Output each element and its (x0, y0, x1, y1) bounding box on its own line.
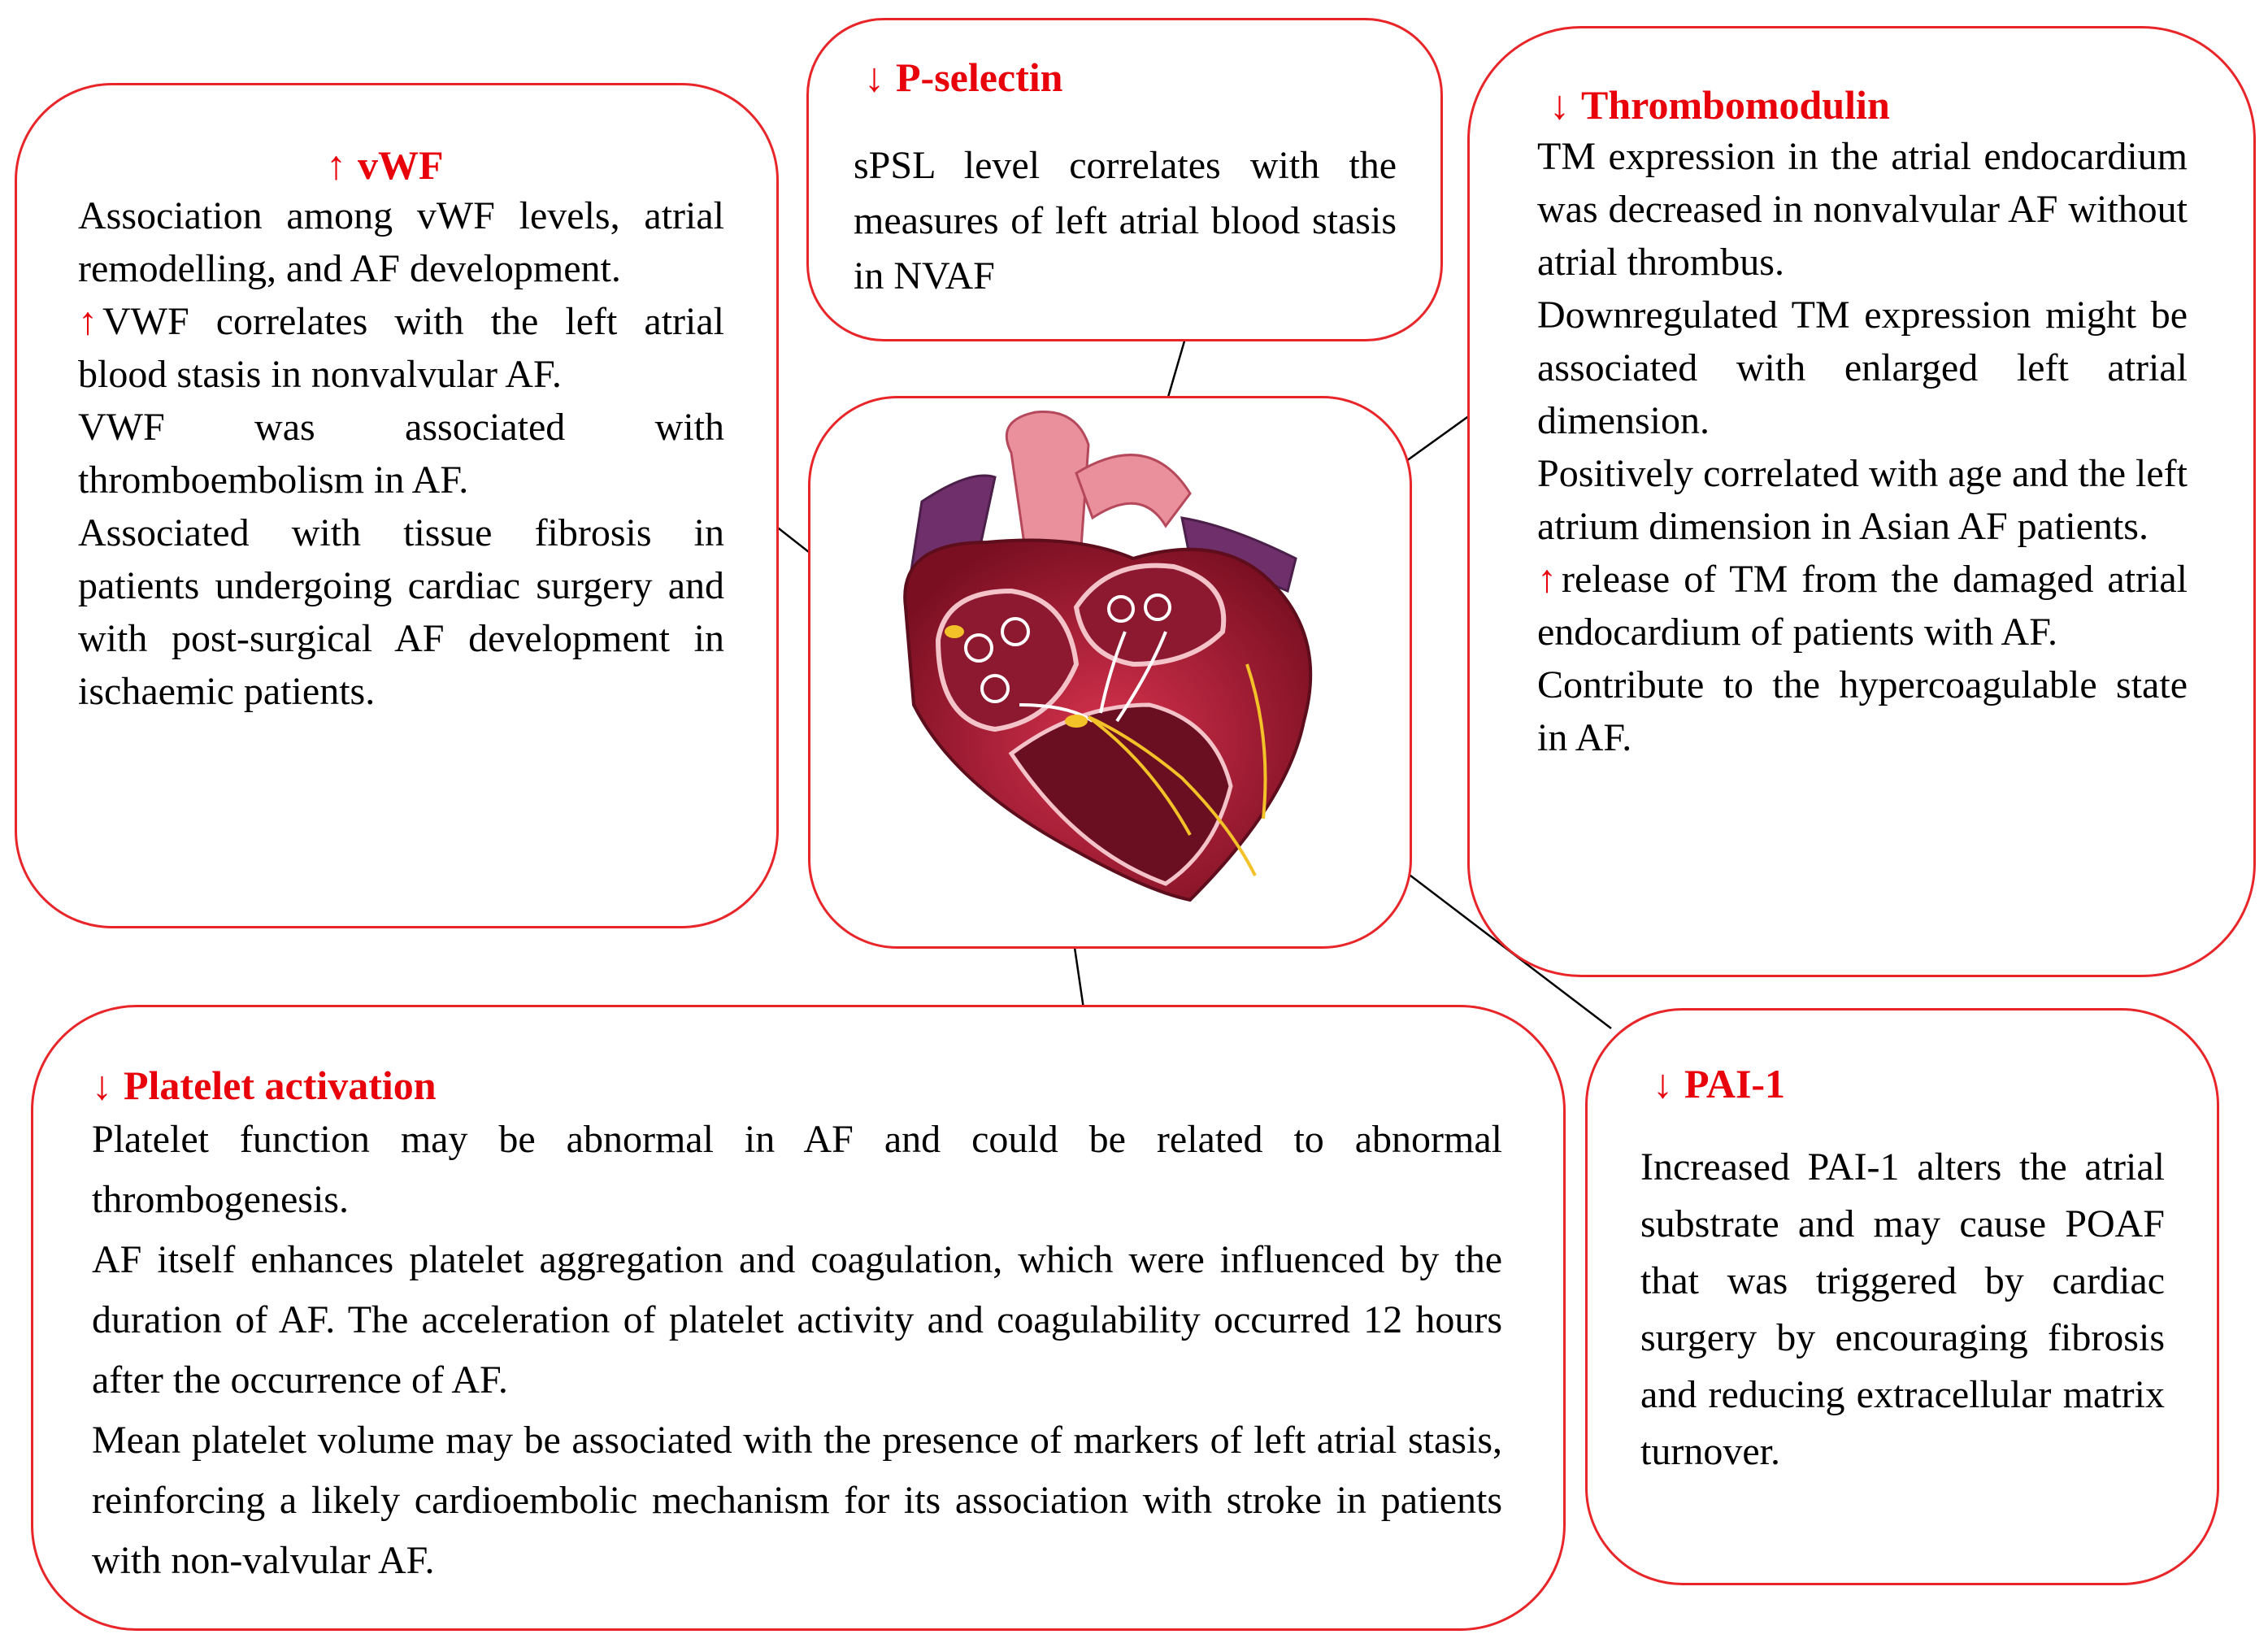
pselectin-title: ↓ P-selectin (864, 54, 1063, 100)
vwf-item: ↑ VWF correlates with the left atrial blood stasis in nonvalvular AF. (78, 300, 724, 396)
vwf-box (15, 83, 779, 928)
vwf-item: Associated with tissue fibrosis in patients undergoing cardiac surgery and with post-surgical AF development in ischaemic patients. (78, 511, 724, 713)
platelet-item: AF itself enhances platelet aggregation and coagulation, which were influenced by the duration of AF. The acceleration of platelet activity and coagulability occurred 12 hours after the occurrence of AF. (92, 1238, 1502, 1402)
platelet-item: Mean platelet volume may be associated with the presence of markers of left atrial stasis, reinforcing a likely cardioembolic mechanism for its association with stroke in patients with non-valvular AF. (92, 1419, 1502, 1582)
vwf-title: ↑ vWF (326, 142, 444, 188)
up-arrow-icon: ↑ (1537, 558, 1557, 601)
platelet-item: Platelet function may be abnormal in AF and could be related to abnormal thrombogenesis. (92, 1118, 1502, 1221)
heart-box (808, 396, 1412, 949)
thrombomodulin-body (1537, 130, 2188, 764)
vwf-item: Association among vWF levels, atrial remodelling, and AF development. (78, 194, 724, 290)
thrombomodulin-box (1467, 26, 2256, 977)
vwf-body (78, 189, 724, 718)
down-arrow-icon: ↓ (1549, 82, 1570, 128)
vwf-item: VWF was associated with thromboembolism in AF. (78, 406, 724, 502)
pselectin-box (806, 18, 1443, 341)
up-arrow-icon: ↑ (326, 142, 346, 188)
platelet-title: ↓ Platelet activation (92, 1063, 437, 1108)
thrombomodulin-item: TM expression in the atrial endocardium was decreased in nonvalvular AF without atrial thrombus. (1537, 135, 2188, 284)
platelet-box (31, 1005, 1566, 1631)
down-arrow-icon: ↓ (92, 1063, 112, 1108)
thrombomodulin-title: ↓ Thrombomodulin (1549, 82, 1890, 128)
pai1-title: ↓ PAI-1 (1653, 1061, 1786, 1106)
thrombomodulin-item: Positively correlated with age and the left atrium dimension in Asian AF patients. (1537, 452, 2188, 548)
thrombomodulin-item: ↑ release of TM from the damaged atrial endocardium of patients with AF. (1537, 558, 2188, 654)
down-arrow-icon: ↓ (1653, 1061, 1673, 1106)
up-arrow-icon: ↑ (78, 300, 98, 343)
platelet-body (92, 1110, 1502, 1591)
heart-illustration (808, 396, 1412, 949)
thrombomodulin-item: Contribute to the hypercoagulable state in AF. (1537, 663, 2188, 759)
down-arrow-icon: ↓ (864, 54, 884, 100)
pai1-body: Increased PAI-1 alters the atrial substrate and may cause POAF that was triggered by cardiac surgery by encouraging fibrosis and reducing extracellular matrix turnover. (1640, 1145, 2165, 1473)
pai1-box (1585, 1008, 2219, 1585)
pselectin-body: sPSL level correlates with the measures of left atrial blood stasis in NVAF (854, 144, 1397, 298)
thrombomodulin-item: Downregulated TM expression might be associated with enlarged left atrial dimension. (1537, 293, 2188, 442)
